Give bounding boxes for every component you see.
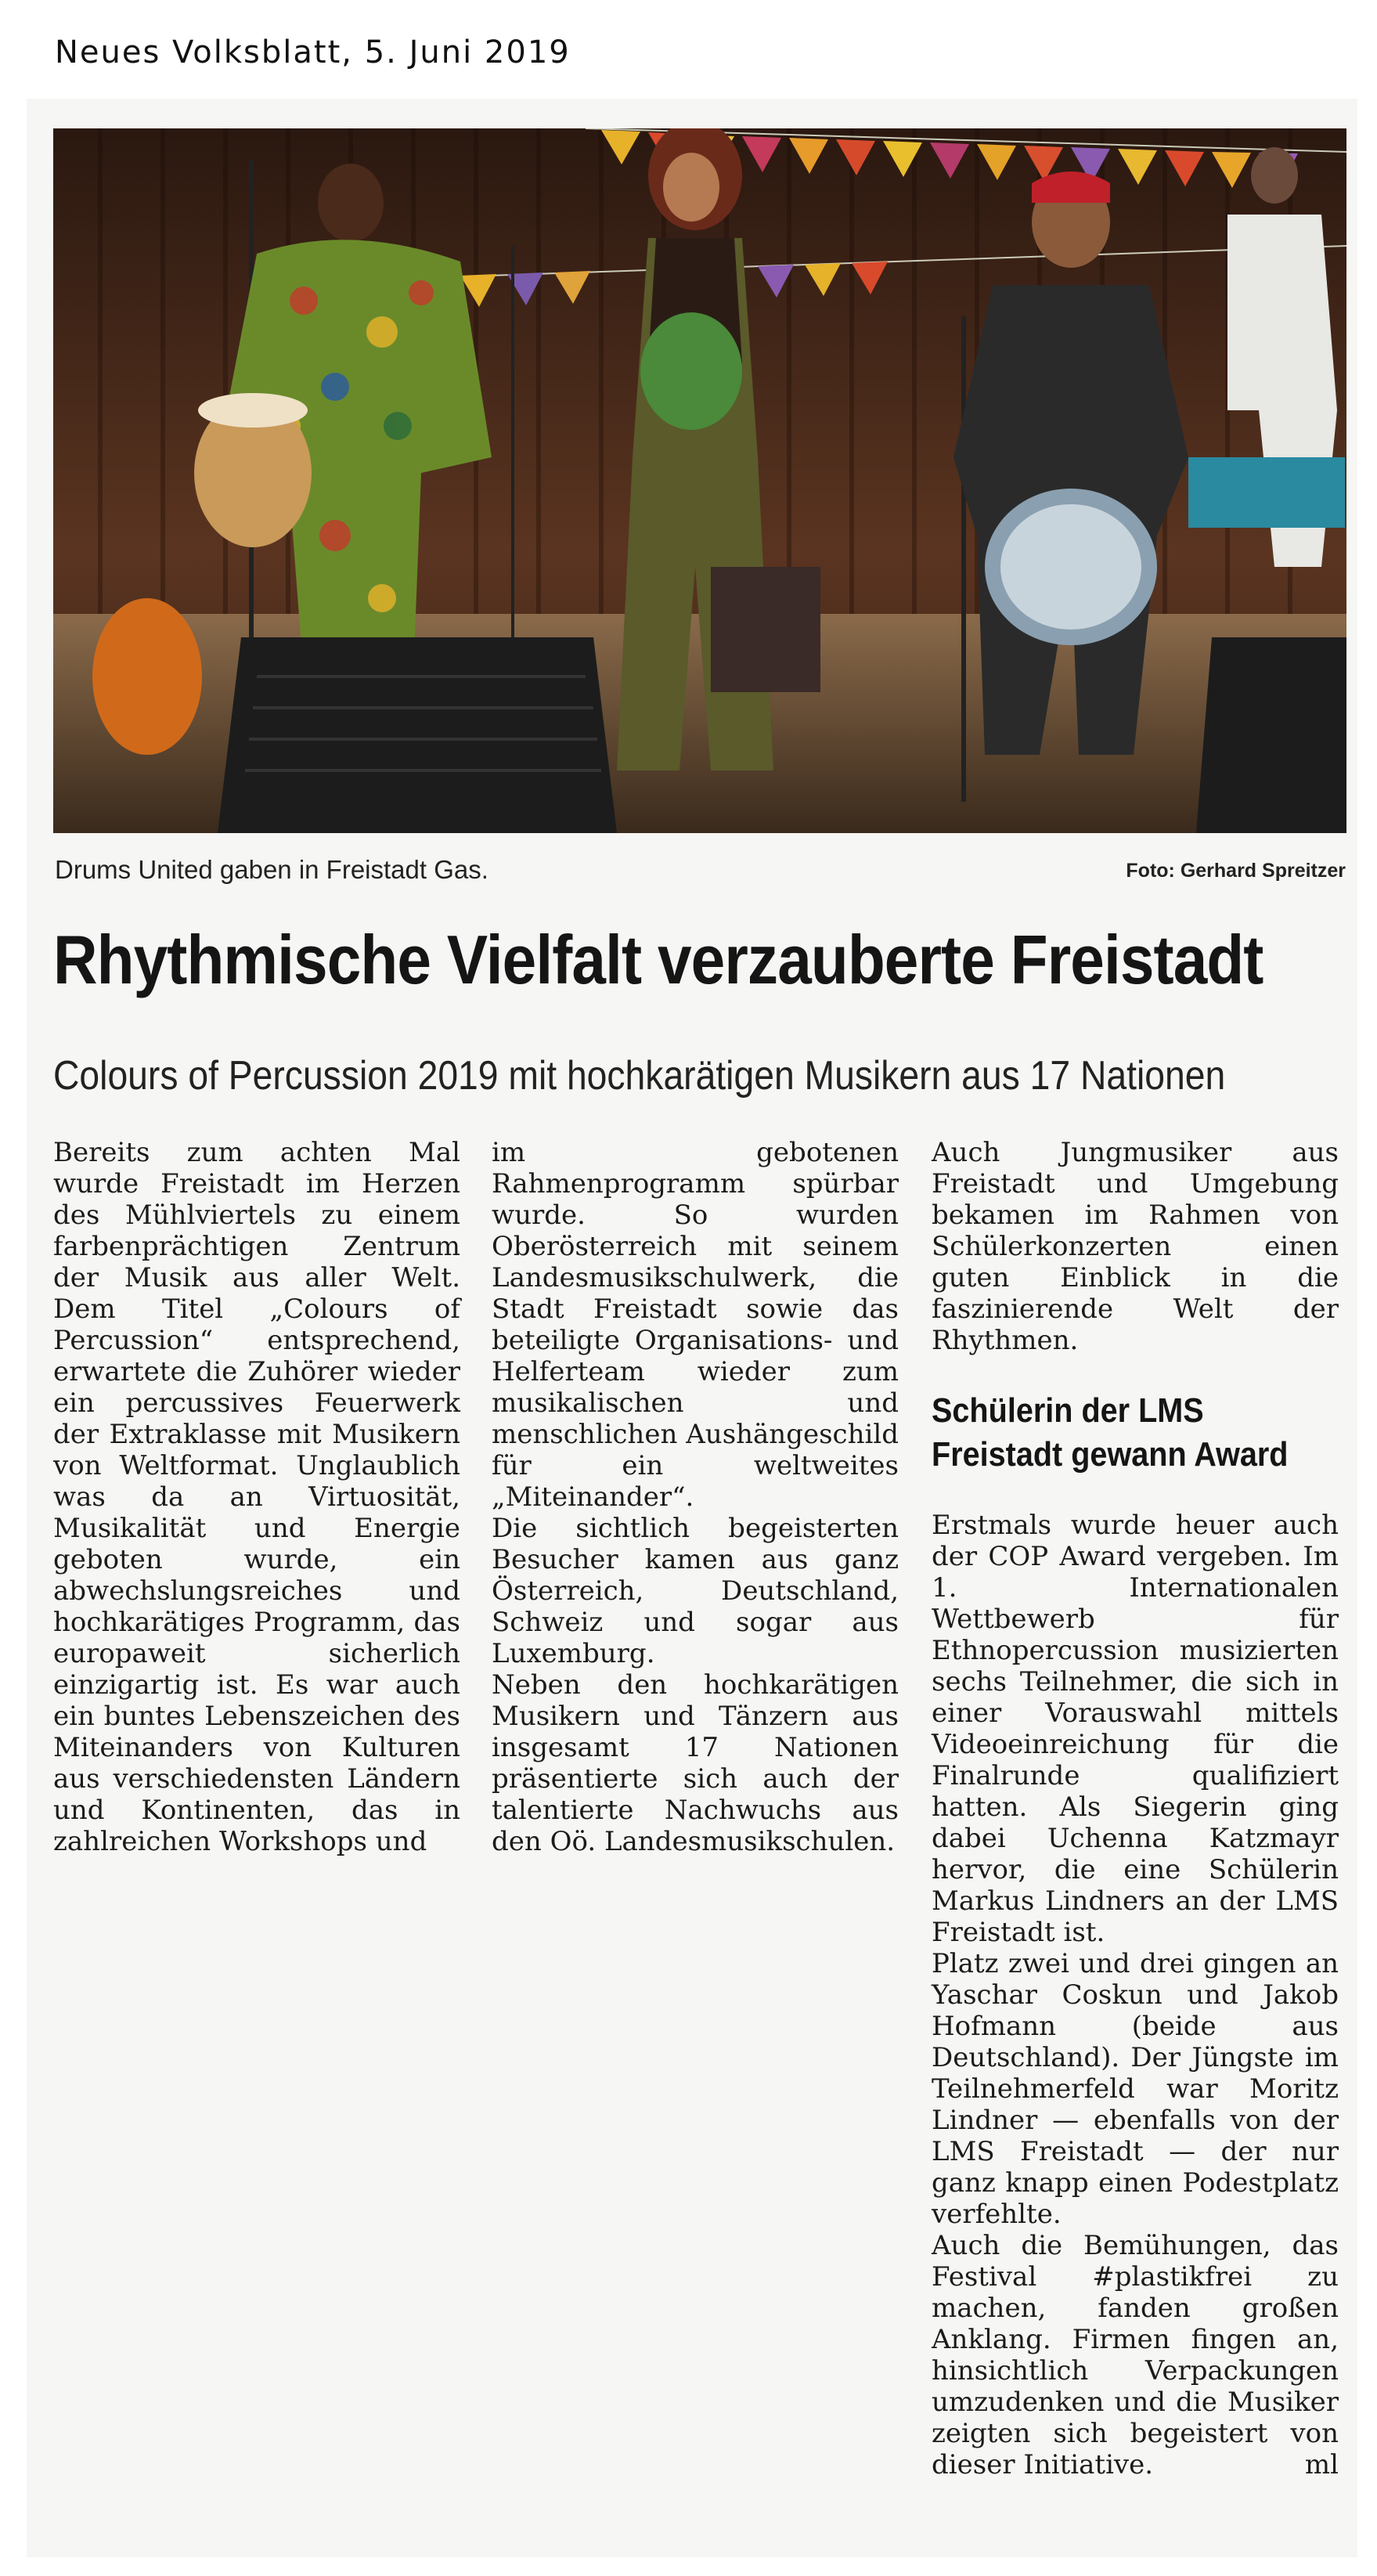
photo-caption: Drums United gaben in Freistadt Gas. <box>55 855 488 884</box>
paragraph: Auch die Bemühungen, das Festival #plastikfrei zu machen, fanden großen Anklang. Firmen fingen an, hinsichtlich Verpackungen umzudenken und die Musiker zeigten sich begeistert von dieser Initiative. <box>932 2230 1339 2480</box>
paragraph: Bereits zum achten Mal wurde Freistadt im Herzen des Mühlviertels zu einem farbenprächtigen Zentrum der Musik aus aller Welt. Dem Titel „Colours of Percussion“ entsprechend, erwartete die Zuhörer wieder ein percussives Feuerwerk der Extraklasse mit Musikern von Weltformat. Unglaublich was da an Virtuosität, Musikalität und Energie geboten wurde, ein abwechslungsreiches und hochkarätiges Programm, das europaweit sicherlich einzigartig ist. Es war auch ein buntes Lebenszeichen des Miteinanders von Kulturen aus verschiedensten Ländern und Kontinenten, das in zahlreichen Workshops und <box>53 1137 460 1857</box>
paragraph: Auch Jungmusiker aus Freistadt und Umgebung bekamen im Rahmen von Schülerkonzerten einen guten Einblick in die faszinierende Welt der Rhythmen. <box>932 1137 1339 1356</box>
section-heading-line: Freistadt gewann Award <box>932 1435 1289 1474</box>
article-photo <box>53 128 1346 833</box>
paragraph: Erstmals wurde heuer auch der COP Award vergeben. Im 1. Internationalen Wettbewerb für Ethnopercussion musizierten sechs Teilnehmer, die sich in einer Vorauswahl mittels Videoeinreichung für die Finalrunde qualifiziert hatten. Als Siegerin ging dabei Uchenna Katzmayr hervor, die eine Schülerin Markus Lindners an der LMS Freistadt ist. <box>932 1510 1339 1948</box>
author-byline: ml <box>1304 2449 1339 2480</box>
article-headline: Rhythmische Vielfalt verzauberte Freistadt <box>53 921 1263 998</box>
newspaper-source-date: Neues Volksblatt, 5. Juni 2019 <box>55 34 571 70</box>
paragraph: Neben den hochkarätigen Musikern und Tänzern aus insgesamt 17 Nationen präsentierte sich auch der talentierte Nachwuchs aus den Oö. Landesmusikschulen. <box>492 1669 899 1857</box>
article-subheadline: Colours of Percussion 2019 mit hochkarätigen Musikern aus 17 Nationen <box>53 1053 1226 1099</box>
drummers-photo-illustration <box>53 128 1346 833</box>
paragraph: im gebotenen Rahmenprogramm spürbar wurde. So wurden Oberösterreich mit seinem Landesmusikschulwerk, die Stadt Freistadt sowie das beteiligte Organisations- und Helferteam wieder zum musikalischen und menschlichen Aushängeschild für ein weltweites „Miteinander“. <box>492 1137 899 1513</box>
article-column-2 <box>492 1137 899 1857</box>
paragraph: Die sichtlich begeisterten Besucher kamen aus ganz Österreich, Deutschland, Schweiz und sogar aus Luxemburg. <box>492 1513 899 1669</box>
article-column-1 <box>53 1137 460 1857</box>
section-heading <box>932 1389 1298 1477</box>
section-heading-line: Schülerin der LMS <box>932 1391 1204 1430</box>
article-column-3 <box>932 1137 1339 2480</box>
photo-credit: Foto: Gerhard Spreitzer <box>1126 860 1346 882</box>
paragraph: Platz zwei und drei gingen an Yaschar Coskun und Jakob Hofmann (beide aus Deutschland). Der Jüngste im Teilnehmerfeld war Moritz Lindner — ebenfalls von der LMS Freistadt — der nur ganz knapp einen Podestplatz verfehlte. <box>932 1948 1339 2230</box>
